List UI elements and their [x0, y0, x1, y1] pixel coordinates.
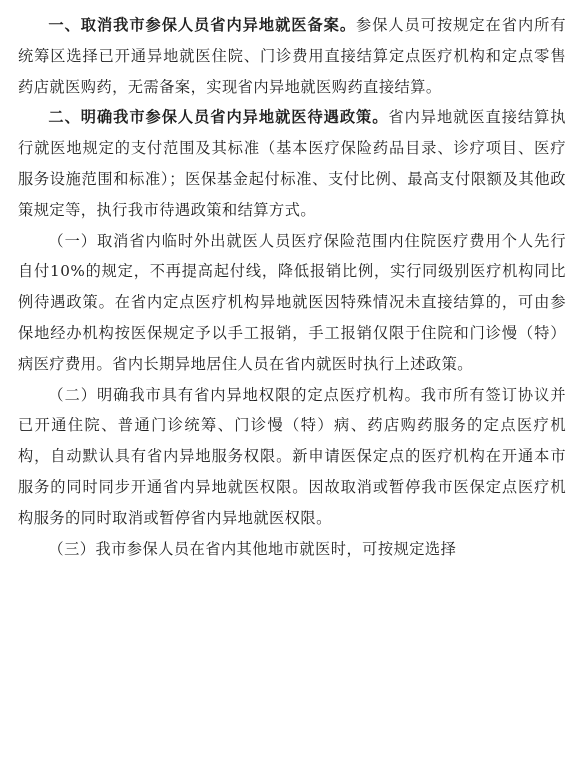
- paragraph-text: 参保人员可按规定在省内所有统筹区选择已开通异地就医住院、门诊费用直接结算定点医疗机构和定点零售药店就医购药，无需备案，实现省内异地就医购药直接结算。: [18, 16, 567, 96]
- paragraph-text: （一）取消省内临时外出就医人员医疗保险范围内住院医疗费用个人先行自付10%的规定，不再提高起付线，降低报销比例，实行同级别医疗机构同比例待遇政策。在省内定点医疗机构异地就医因特殊情况未直接结算的，可由参保地经办机构按医保规定予以手工报销，手工报销仅限于住院和门诊慢（特）病医疗费用。省内长期异地居住人员在省内就医时执行上述政策。: [18, 231, 566, 373]
- paragraph-text: （二）明确我市具有省内异地权限的定点医疗机构。我市所有签订协议并已开通住院、普通门诊统筹、门诊慢（特）病、药店购药服务的定点医疗机构，自动默认具有省内异地服务权限。新申请医保定点的医疗机构在开通本市服务的同时同步开通省内异地就医权限。因故取消或暂停我市医保定点医疗机构服务的同时取消或暂停省内异地就医权限。: [18, 385, 566, 527]
- paragraph-cancel-filing: [18, 10, 566, 102]
- paragraph-heading: 一、取消我市参保人员省内异地就医备案。: [48, 16, 357, 34]
- paragraph-item-1: [18, 226, 566, 380]
- paragraph-item-3: [18, 534, 566, 565]
- paragraph-item-2: [18, 380, 566, 534]
- paragraph-treatment-policy: [18, 102, 566, 225]
- paragraph-heading: 二、明确我市参保人员省内异地就医待遇政策。: [48, 108, 389, 127]
- paragraph-text: （三）我市参保人员在省内其他地市就医时，可按规定选择: [48, 539, 457, 558]
- paragraph-text: 省内异地就医直接结算执行就医地规定的支付范围及其标准（基本医疗保险药品目录、诊疗项目、医疗服务设施范围和标准）；医保基金起付标准、支付比例、最高支付限额及其他政策规定等，执行我市待遇政策和结算方式。: [18, 108, 567, 219]
